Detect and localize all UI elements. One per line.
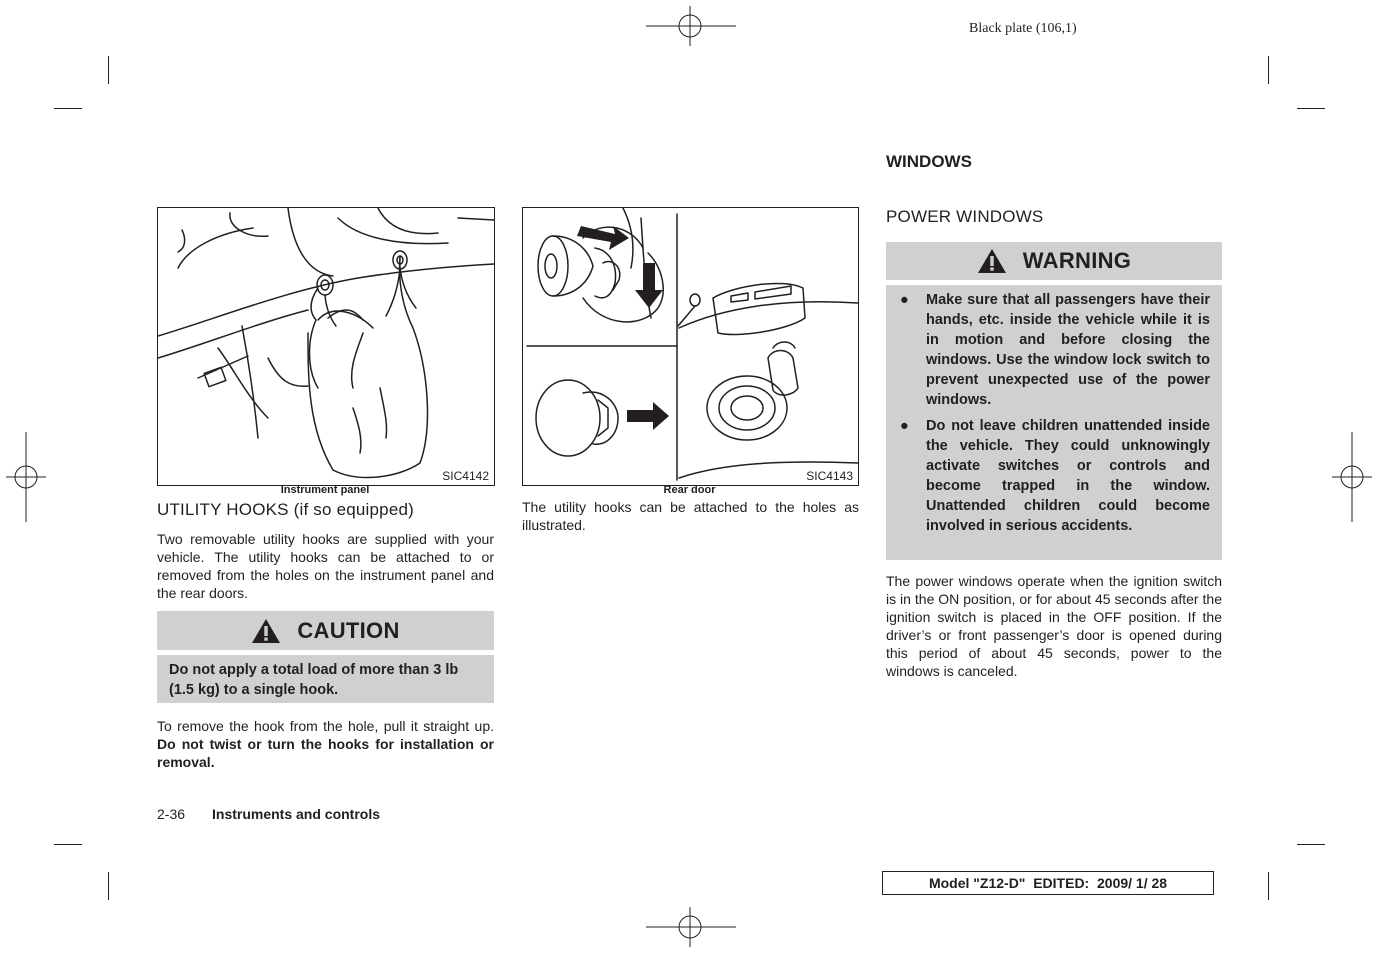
plate-label: Black plate (106,1) <box>969 21 1077 36</box>
caution-title: CAUTION <box>297 617 400 643</box>
utility-hooks-heading: UTILITY HOOKS (if so equipped) <box>157 500 415 519</box>
crop-mark <box>1268 872 1269 900</box>
warning-item <box>898 416 1210 536</box>
bullet-icon: ● <box>900 292 909 308</box>
caution-text: Do not apply a total load of more than 3 lb (1.5 kg) to a single hook. <box>169 662 459 698</box>
crop-mark <box>108 872 109 900</box>
warning-item-text: Make sure that all passengers have their hands, etc. inside the vehicle while it is in motion and before closing the windows. Use the window lock switch to prevent unexpected use of the power windows. <box>926 292 1210 408</box>
warning-triangle-icon <box>251 618 281 644</box>
model-edit-text: Model "Z12-D" EDITED: 2009/ 1/ 28 <box>928 875 1168 891</box>
power-windows-heading: POWER WINDOWS <box>886 207 1044 226</box>
hook-removal-plain: To remove the hook from the hole, pull it straight up. <box>157 718 494 734</box>
page-number: 2-36 <box>157 806 186 822</box>
crop-mark <box>54 108 82 109</box>
figure-caption: Instrument panel <box>280 484 370 496</box>
utility-hooks-intro: Two removable utility hooks are supplied with your vehicle. The utility hooks can be attached to or removed from the holes on the instrument panel and the rear doors. <box>157 531 494 601</box>
rear-door-illustration <box>522 207 859 486</box>
rear-door-text: The utility hooks can be attached to the holes as illustrated. <box>522 499 859 533</box>
registration-mark <box>1332 432 1372 522</box>
registration-mark <box>646 907 736 947</box>
registration-mark <box>6 432 46 522</box>
warning-triangle-icon <box>977 248 1007 274</box>
power-windows-body: The power windows operate when the ignition switch is in the ON position, or for about 45 seconds after the ignition switch is placed in the OFF position. If the driver’s or front passenger’s door is opened during this period of about 45 seconds, power to the windows is canceled. <box>886 573 1222 679</box>
utility-hook-illustration <box>157 207 495 486</box>
windows-section-title: WINDOWS <box>886 152 972 171</box>
warning-header <box>886 242 1222 280</box>
figure-code: SIC4142 <box>442 469 489 483</box>
warning-item <box>898 290 1210 410</box>
crop-mark <box>1268 56 1269 84</box>
warning-title: WARNING <box>1022 248 1132 273</box>
caution-box <box>157 655 494 703</box>
crop-mark <box>54 844 82 845</box>
hook-removal-text <box>157 717 494 771</box>
figure-caption: Rear door <box>663 484 716 496</box>
instrument-panel-drawing <box>158 208 494 485</box>
warning-item-text: Do not leave children unattended inside the vehicle. They could unknowingly activate switches or controls and become trapped in the window. Unattended children could become involved in serious accidents. <box>926 418 1210 534</box>
warning-box <box>886 285 1222 560</box>
crop-mark <box>1297 844 1325 845</box>
bullet-icon: ● <box>900 418 909 434</box>
caution-header <box>157 611 494 650</box>
crop-mark <box>1297 108 1325 109</box>
footer-section-title: Instruments and controls <box>212 806 381 822</box>
registration-mark <box>646 6 736 46</box>
hook-removal-bold: Do not twist or turn the hooks for installation or removal. <box>157 736 494 770</box>
rear-door-drawing <box>523 208 858 485</box>
model-edit-stamp <box>882 871 1214 895</box>
figure-code: SIC4143 <box>806 469 853 483</box>
crop-mark <box>108 56 109 84</box>
